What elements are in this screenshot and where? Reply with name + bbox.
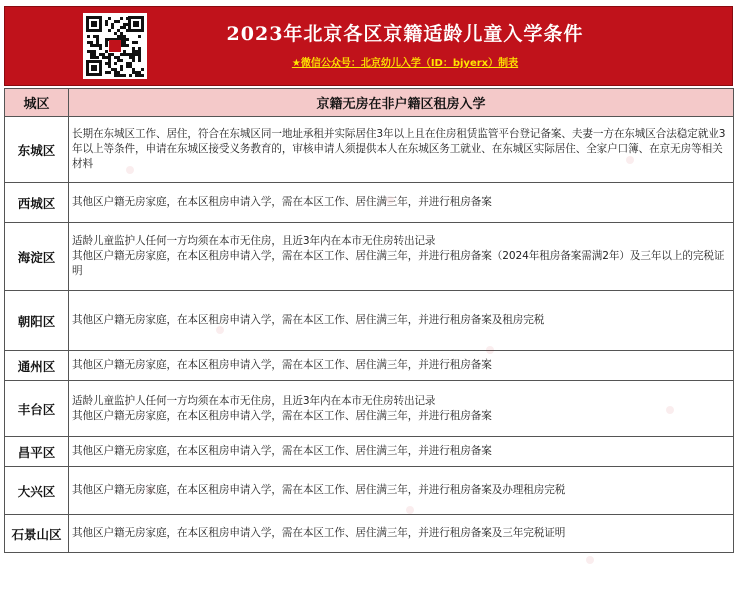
- column-header-district: 城区: [5, 89, 69, 117]
- condition-cell: [69, 183, 734, 223]
- table-row: [5, 437, 734, 467]
- condition-line: 其他区户籍无房家庭，在本区租房申请入学，需在本区工作、居住满三年，并进行租房备案及三年完税证明: [72, 527, 566, 539]
- condition-line: 其他区户籍无房家庭，在本区租房申请入学，需在本区工作、居住满三年，并进行租房备案（2024年租房备案需满2年）及三年以上的完税证明: [72, 250, 725, 277]
- district-cell: 东城区: [5, 117, 69, 183]
- condition-cell: [69, 223, 734, 291]
- condition-line: 其他区户籍无房家庭，在本区租房申请入学，需在本区工作、居住满三年，并进行租房备案及办理租房完税: [72, 484, 566, 496]
- condition-cell: [69, 437, 734, 467]
- condition-line: 长期在东城区工作、居住，符合在东城区同一地址承租并实际居住3年以上且在住房租赁监管平台登记备案、夫妻一方在东城区合法稳定就业3年以上等条件，申请在东城区接受义务教育的，审核申请人须提供本人在东城区务工就业、在东城区实际居住、全家户口簿、在京无房等相关材料: [72, 128, 726, 170]
- condition-line: 其他区户籍无房家庭，在本区租房申请入学，需在本区工作、居住满三年，并进行租房备案: [72, 359, 492, 371]
- condition-cell: [69, 467, 734, 515]
- table-row: [5, 381, 734, 437]
- condition-line: 其他区户籍无房家庭，在本区租房申请入学，需在本区工作、居住满三年，并进行租房备案: [72, 409, 492, 422]
- column-header-condition: 京籍无房在非户籍区租房入学: [69, 89, 734, 117]
- district-cell: 西城区: [5, 183, 69, 223]
- condition-cell: [69, 515, 734, 553]
- condition-line: 适龄儿童监护人任何一方均须在本市无住房，且近3年内在本市无住房转出记录: [72, 235, 436, 247]
- table-row: [5, 467, 734, 515]
- title-banner: [4, 6, 733, 86]
- condition-cell: [69, 351, 734, 381]
- district-cell: 昌平区: [5, 437, 69, 467]
- condition-cell: [69, 381, 734, 437]
- condition-line: 其他区户籍无房家庭，在本区租房申请入学，需在本区工作、居住满三年，并进行租房备案及租房完税: [72, 314, 545, 326]
- page-title: 2023年北京各区京籍适龄儿童入学条件: [226, 23, 584, 45]
- qr-code-icon: [83, 13, 147, 79]
- page-subtitle: ★微信公众号：北京幼儿入学（ID：bjyerx）制表: [291, 58, 519, 69]
- table-row: [5, 183, 734, 223]
- table-header-row: [5, 89, 734, 117]
- district-cell: 海淀区: [5, 223, 69, 291]
- table-row: [5, 515, 734, 553]
- condition-cell: [69, 291, 734, 351]
- district-cell: 大兴区: [5, 467, 69, 515]
- condition-line: 其他区户籍无房家庭，在本区租房申请入学，需在本区工作、居住满三年，并进行租房备案: [72, 196, 492, 208]
- district-cell: 丰台区: [5, 381, 69, 437]
- district-cell: 通州区: [5, 351, 69, 381]
- table-row: [5, 351, 734, 381]
- condition-cell: [69, 117, 734, 183]
- district-cell: 石景山区: [5, 515, 69, 553]
- conditions-table: [4, 88, 734, 553]
- table-row: [5, 117, 734, 183]
- table-row: [5, 291, 734, 351]
- condition-line: 其他区户籍无房家庭，在本区租房申请入学，需在本区工作、居住满三年，并进行租房备案: [72, 445, 492, 457]
- table-row: [5, 223, 734, 291]
- district-cell: 朝阳区: [5, 291, 69, 351]
- condition-line: 适龄儿童监护人任何一方均须在本市无住房，且近3年内在本市无住房转出记录: [72, 394, 436, 407]
